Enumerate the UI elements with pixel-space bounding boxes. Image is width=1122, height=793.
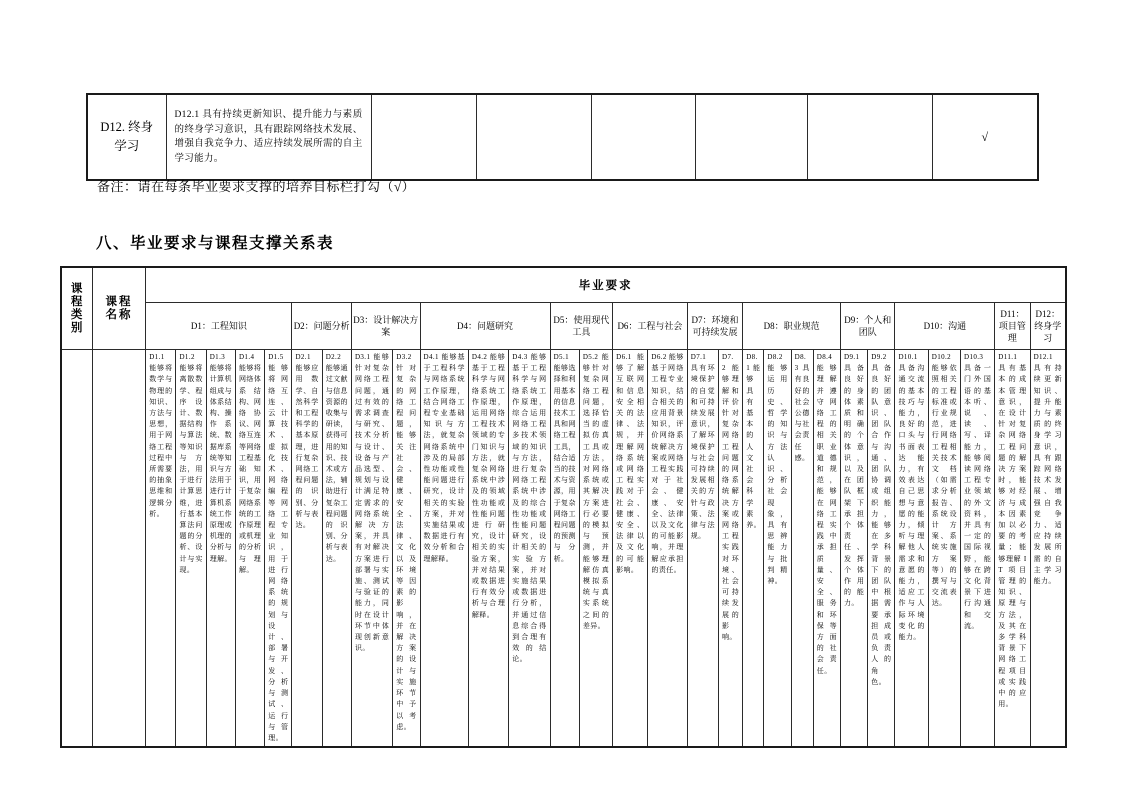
section-heading: 八、毕业要求与课程支撑关系表 [96, 235, 335, 252]
requirement-cell-d10-2: D10.2能够依照相关的工程标准或行业规范，进行网络工程相关技术文档（如需求分析报告、系统设计方案、系统实施方案等）的撰写与交流表达。 [928, 350, 960, 748]
requirement-detail: D12.1 具有持续更新知识、提升能力与素质的终身学习意识，具有跟踪网络技术发展、增强自我竞争力、适应持续发展所需的自主学习能力。 [166, 94, 371, 180]
objective-cell [476, 94, 591, 180]
requirement-cell-d10-3: D10.3具备一门外国语的基本听、说、读、写、译能力，能够阅读网络工程专业领域的外文资料，并具有一定的国际视野，能够在跨文化背景下进行沟通和交流。 [961, 350, 995, 748]
requirement-cell-d2-1: D2.1能够应用数学、自然科学和工程科学的基本原理，进行复杂网络工程问题的识别、分析与表达。 [292, 350, 322, 748]
header-row-groups [61, 303, 1066, 350]
requirement-cell-d4-1: D4.1 能够基于工程科学与网络系统工作原理，结合网络工程专业基础知识与方法，就复杂网络系统中涉及的局部性功能或性能问题进行研究，设计相关的实验方案，并对实施结果或数据进行有效分析和合理解释。 [420, 350, 468, 748]
group-header-d7: D7：环境和可持续发展 [687, 303, 742, 350]
requirement-cell-d8-2: D8.2能够运用历史、哲学的知识与方法认识、分析社会现象，具有思辨能力与批判精神。 [764, 350, 791, 748]
requirement-cell-d2-2: D2.2能够通过文献与信息资源的收集与研读，获得可用的知识、技术或方法，辅助进行复杂工程问题的识别、分析与表达。 [322, 350, 351, 748]
requirement-cell-d9-1: D9.1具备良好的身体素质和明确的个体意识，以及在团队框架下承担个体责任、发挥个体作用的能力。 [841, 350, 868, 748]
requirement-cell-d7-1: D7.1具有环境保护的自觉和可持续发展意识，了解环境保护与社会可持续发展相关的方针与政策、法律与法规。 [687, 350, 718, 748]
table-row [87, 94, 1038, 180]
group-header-d3: D3：设计解决方案 [351, 303, 420, 350]
group-header-d4: D4：问题研究 [420, 303, 550, 350]
requirement-cell-d7-2: D7.2 能够理解和评价针对复杂网络工程问题的网络系统解决方案或网络工程实践对环境、社会可持续发展的影响。 [719, 350, 743, 748]
requirement-cell-d4-3: D4.3 能够基于工程科学与网络系统工作原理，综合运用网络工程多技术领域的知识与方法，进行复杂网络工程系统中涉及的综合性功能或性能问题研究，设计相关的实验方案，并对实施结果或数据进行分析，并通过信息综合得到合理有效的结论。 [509, 350, 550, 748]
requirement-cell-d8-4: D8.4能够理解并遵守网络工程的相关职业道德和规范，能够在网络工程实践中承担质量、安全、服务和环保等方面的社会责任。 [813, 350, 840, 748]
course-category-cell [61, 350, 92, 748]
objective-cell-checked: √ [932, 94, 1038, 180]
requirement-cell-d10-1: D10.1具备沟通交流的基本技巧与能力，良好的口头与书面表达能力，有效表达自己思想与意愿的能力，倾听与理解他人需求和意愿的能力，适应工作与人际环境变化的能力。 [895, 350, 928, 748]
objective-cell [695, 94, 807, 180]
band-header: 毕业要求 [146, 267, 1066, 303]
requirement-cell-d1-5: D1.5能够将网络互连、云计算技术、虚拟化技术、网络编程等网络工程专业知识，用于进行网络系统的规划与设计、部署与开发、分析与测试、运行与管理。 [265, 350, 292, 748]
requirement-cell-d9-2: D9.2具备良好的团队意识、团队合作与沟通、团队协调或组织能力，能够在多学科背景下的团队中根据需要承担成员或负责人的角色。 [868, 350, 895, 748]
requirement-cell-d1-4: D1.4能够将网络体系结构、网络协议、网络互连等网络工程基础知识，用于复杂网络系统的工作原理或机理的分析与理解。 [235, 350, 264, 748]
requirements-row [61, 350, 1066, 748]
group-header-d9: D9：个人和团队 [841, 303, 895, 350]
group-header-d1: D1：工程知识 [146, 303, 292, 350]
corner-course-category [61, 267, 92, 350]
objective-cell [591, 94, 695, 180]
requirement-cell-d3-2: D3.2针对复杂的网络工程问题，能够关注社会、健康、安全、法律、文化以及环境等因素的影响，并在解决方案的设计与实施环节中予以考虑。 [393, 350, 420, 748]
group-header-d12: D12：终身学习 [1030, 303, 1066, 350]
course-name-cell [92, 350, 145, 748]
group-header-d11: D11：项目管理 [995, 303, 1030, 350]
group-header-d6: D6：工程与社会 [613, 303, 688, 350]
group-header-d8: D8：职业规范 [743, 303, 841, 350]
note-text: 备注：请在每条毕业要求支撑的培养目标栏打勾（√） [97, 179, 416, 194]
requirement-cell-d5-2: D5.2 能够针对复杂网络工程问题，选择恰当的虚拟仿真工具或方法，对网络系统或其解决方案进行必要的模拟与预测，并能够理解仿真模拟系统与真实系统之间的差异。 [579, 350, 612, 748]
requirement-cell-d8-3: D8.3 具有良好的社会公德与社会责任感。 [791, 350, 813, 748]
objective-cell [371, 94, 476, 180]
requirement-cell-d11-1: D11.1具有基本的成本管理意识，在设计针对复杂网络工程问题的解决方案时，能够对经济与成本因素加以必要的考量；能够理解 IT 项目管理的知识、原理与方法，及其在多学科背景下网络工程项目或实践中的应用。 [995, 350, 1030, 748]
group-header-d5: D5：使用现代工具 [550, 303, 613, 350]
course-category-label: 课程类别 [70, 282, 85, 334]
top-table [86, 93, 1039, 181]
requirement-label: D12. 终身学习 [87, 94, 166, 180]
requirement-cell-d6-2: D6.2 能够基于网络工程专业知识，结合相关的应用背景知识，评价网络系统解决方案或网络工程实践对于社会、健康、安全、法律以及文化的可能影响，并理解应承担的责任。 [648, 350, 687, 748]
group-header-d10: D10：沟通 [895, 303, 995, 350]
requirement-cell-d5-1: D5.1能够选择和利用基本的信息技术工具和网络工程工具，结合适当的技术与资源，用于复杂网络工程问题的预测与分析。 [550, 350, 579, 748]
requirement-cell-d4-2: D4.2 能够基于工程科学与网络系统工作原理，运用网络工程技术领域的专门知识与方法，就复杂网络系统中涉及的领域性功能或性能问题进行研究，设计相关的实验方案，并对结果或数据进行有效分析与合理解释。 [468, 350, 508, 748]
requirement-cell-d1-1: D1.1能够将数学与物理的知识、方法与思想，用于网络工程过程中所需要的抽象思维和逻辑分析。 [146, 350, 176, 748]
course-name-label: 课程名称 [105, 295, 133, 321]
group-header-d2: D2：问题分析 [292, 303, 352, 350]
requirement-cell-d3-1: D3.1 能够针对复杂网络工程问题，通过有效的需求调查与研究、技术分析与设计、设备与产品选型、规划与设计满足特定需求的网络系统解决方案，并具有对解决方案进行部署与实施、测试与验证的能力，同时在设计环节中体现创新意识。 [351, 350, 392, 748]
corner-course-name [92, 267, 145, 350]
objective-cell [807, 94, 932, 180]
requirement-cell-d1-3: D1.3能够将计算机组成与体系结构、操作系统、数据库系统等知识与方法用于进行计算机系统工作原理或机理的分析与理解。 [206, 350, 235, 748]
requirement-cell-d8-1: D8.1 能够具有基本的人文社会科学素养。 [743, 350, 764, 748]
requirement-cell-d1-2: D1.2能够将离散数学、程序设计、数据结构与算法等知识与方法，用于进行计算思维，进行基本算法问题的分析、设计与实现。 [176, 350, 206, 748]
requirement-cell-d12-1: D12.1具有持续更新知识、提升能力与素质的终身学习意识，具有跟踪网络技术发展、增强自我竞争力、适应持续发展所需的自主学习能力。 [1030, 350, 1066, 748]
requirement-cell-d6-1: D6.1 能够了解互联网和信息安全相关的法律、法规，并理解网络系统或网络工程实践对于社会、健康、安全、法律以及文化的可能影响。 [613, 350, 648, 748]
matrix-table [60, 266, 1067, 748]
header-row-band [61, 267, 1066, 303]
